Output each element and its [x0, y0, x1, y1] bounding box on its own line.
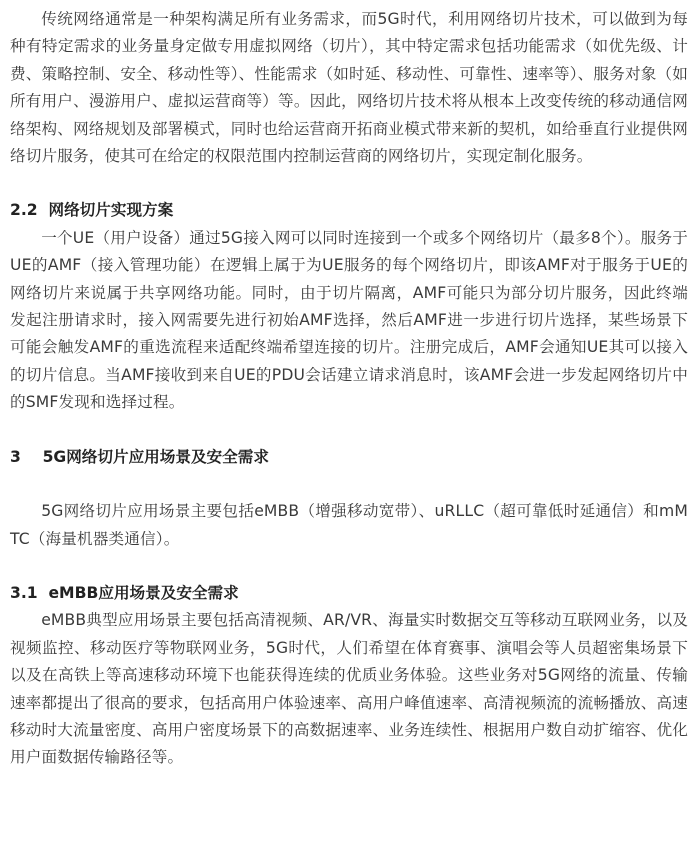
section-3-heading: 3 5G网络切片应用场景及安全需求 [10, 447, 269, 466]
section-2-2-heading: 2.2 网络切片实现方案 [10, 201, 174, 220]
section-3-1-paragraph: eMBB典型应用场景主要包括高清视频、AR/VR、海量实时数据交互等移动互联网业务，以及视频监控、移动医疗等物联网业务，5G时代，人们希望在体育赛事、演唱会等人员超密集场景下以及在高铁上等高速移动环境下也能获得连续的优质业务体验。这些业务对5G网络的流量、传输速率都提出了很高的要求，包括高用户体验速率、高用户峰值速率、高清视频流的流畅播放、高速移动时大流量密度、高用户密度场景下的高数据速率、业务连续性、根据用户数自动扩缩容、优化用户面数据传输路径等。 [10, 611, 688, 767]
section-3-paragraph: 5G网络切片应用场景主要包括eMBB（增强移动宽带）、uRLLC（超可靠低时延通信）和mMTC（海量机器类通信）。 [10, 502, 688, 548]
spacer [10, 471, 688, 498]
intro-paragraph: 传统网络通常是一种架构满足所有业务需求，而5G时代，利用网络切片技术，可以做到为每种有特定需求的业务量身定做专用虚拟网络（切片），其中特定需求包括功能需求（如优先级、计费、策略控制、安全、移动性等）、性能需求（如时延、移动性、可靠性、速率等）、服务对象（如所有用户、漫游用户、虚拟运营商等）等。因此，网络切片技术将从根本上改变传统的移动通信网络架构、网络规划及部署模式，同时也给运营商开拓商业模式带来新的契机，如给垂直行业提供网络切片服务，使其可在给定的权限范围内控制运营商的网络切片，实现定制化服务。 [10, 10, 688, 166]
spacer [10, 417, 688, 444]
section-3-1-heading: 3.1 eMBB应用场景及安全需求 [10, 583, 239, 602]
spacer [10, 170, 688, 197]
spacer [10, 553, 688, 580]
section-2-2-paragraph: 一个UE（用户设备）通过5G接入网可以同时连接到一个或多个网络切片（最多8个）。服务于UE的AMF（接入管理功能）在逻辑上属于为UE服务的每个网络切片，即该AMF对于服务于UE的网络切片来说属于共享网络功能。同时，由于切片隔离，AMF可能只为部分切片服务，因此终端发起注册请求时，接入网需要先进行初始AMF选择，然后AMF进一步进行切片选择，某些场景下可能会触发AMF的重选流程来适配终端希望连接的切片。注册完成后，AMF会通知UE其可以接入的切片信息。当AMF接收到来自UE的PDU会话建立请求消息时，该AMF会进一步发起网络切片中的SMF发现和选择过程。 [10, 228, 688, 412]
